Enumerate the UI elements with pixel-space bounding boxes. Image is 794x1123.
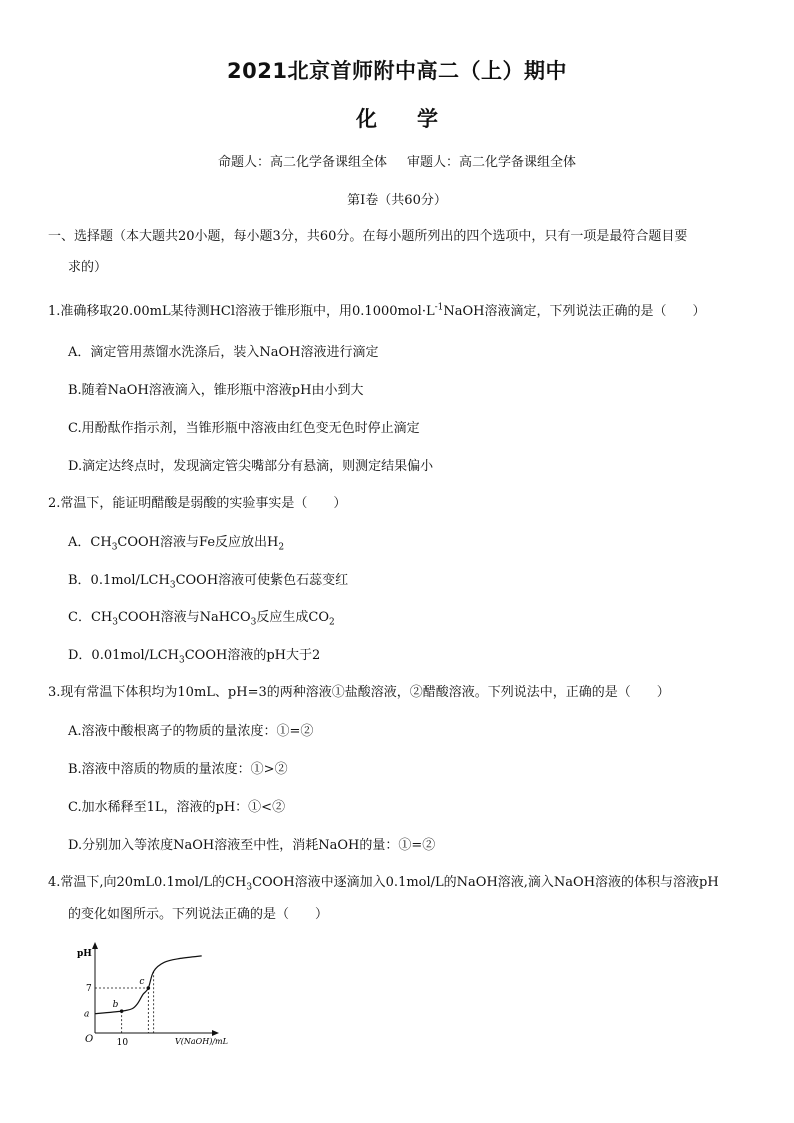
point-label-c: c bbox=[139, 977, 145, 987]
subject-title: 化学 bbox=[356, 107, 478, 131]
x-axis-arrow bbox=[212, 1030, 219, 1036]
xtick-label: 10 bbox=[116, 1038, 129, 1048]
y-axis-label: pH bbox=[77, 949, 92, 959]
q2-option-d: D．$0.01mol/LCH_3COOH$溶液的pH大于2 bbox=[68, 648, 321, 666]
q4-stem-line2: 的变化如图所示。下列说法正确的是（ ） bbox=[68, 907, 329, 922]
x-axis-label: V(NaOH)/mL bbox=[175, 1037, 228, 1046]
q1-stem: 1.准确移取20.00mL某待测HCl溶液于锥形瓶中，用$0.1000mol\cdot L^{-1}NaOH$溶液滴定，下列说法正确的是（ ） bbox=[48, 302, 706, 319]
q4-stem-line1: 4.常温下,向20mL0.1mol/L的$CH_3COOH$溶液中逐滴加入0.1mol/L的NaOH溶液,滴入NaOH溶液的体积与溶液pH bbox=[48, 875, 719, 893]
point-b bbox=[120, 1009, 124, 1013]
q2-stem: 2.常温下，能证明醋酸是弱酸的实验事实是（ ） bbox=[48, 496, 347, 511]
q3-option-c: C.加水稀释至1L，溶液的pH：①<② bbox=[68, 800, 286, 815]
origin-label: O bbox=[85, 1034, 94, 1045]
page-title: 2021北京首师附中高二（上）期中 bbox=[227, 59, 567, 83]
chart-guides bbox=[95, 971, 154, 1033]
section-instructions-line1: 一、选择题（本大题共20小题，每小题3分，共60分。在每小题所列出的四个选项中，只有一项是最符合题目要 bbox=[48, 229, 688, 244]
q3-option-b: B.溶液中溶质的物质的量浓度：①>② bbox=[68, 762, 288, 777]
reviewer-text: 审题人：高二化学备课组全体 bbox=[407, 155, 577, 170]
authors-line bbox=[0, 151, 794, 170]
ph-titration-chart bbox=[75, 938, 255, 1053]
chart-axes bbox=[77, 942, 228, 1046]
q3-option-a: A.溶液中酸根离子的物质的量浓度：①=② bbox=[68, 724, 314, 739]
point-label-a: a bbox=[84, 1009, 90, 1020]
setter-text: 命题人：高二化学备课组全体 bbox=[217, 155, 387, 170]
q2-option-c: C．$CH_3COOH$溶液与NaHCO$_3$反应生成$CO_2$ bbox=[68, 610, 335, 628]
section-instructions-line2: 求的） bbox=[68, 260, 108, 275]
q1-option-b: B.随着NaOH溶液滴入，锥形瓶中溶液pH由小到大 bbox=[68, 383, 364, 398]
q1-option-d: D.滴定达终点时，发现滴定管尖嘴部分有悬滴，则测定结果偏小 bbox=[68, 459, 434, 474]
q2-option-b: B．$0.1mol/LCH_3COOH$溶液可使紫色石蕊变红 bbox=[68, 573, 349, 591]
volume-heading: 第I卷（共60分） bbox=[347, 193, 447, 208]
q1-option-c: C.用酚酞作指示剂，当锥形瓶中溶液由红色变无色时停止滴定 bbox=[68, 421, 420, 436]
q3-option-d: D.分别加入等浓度NaOH溶液至中性，消耗NaOH的量：①=② bbox=[68, 838, 436, 853]
y-axis-arrow bbox=[92, 942, 98, 949]
q3-stem: 3.现有常温下体积均为10mL、pH=3的两种溶液①盐酸溶液，②醋酸溶液。下列说法中，正确的是（ ） bbox=[48, 685, 670, 700]
q2-option-a: A．$CH_3COOH$溶液与Fe反应放出$H_2$ bbox=[68, 535, 285, 553]
point-label-b: b bbox=[112, 1000, 119, 1011]
ytick-label: 7 bbox=[86, 984, 92, 994]
point-c bbox=[147, 986, 151, 990]
q1-option-a: A．滴定管用蒸馏水洗涤后，装入NaOH溶液进行滴定 bbox=[68, 345, 379, 360]
